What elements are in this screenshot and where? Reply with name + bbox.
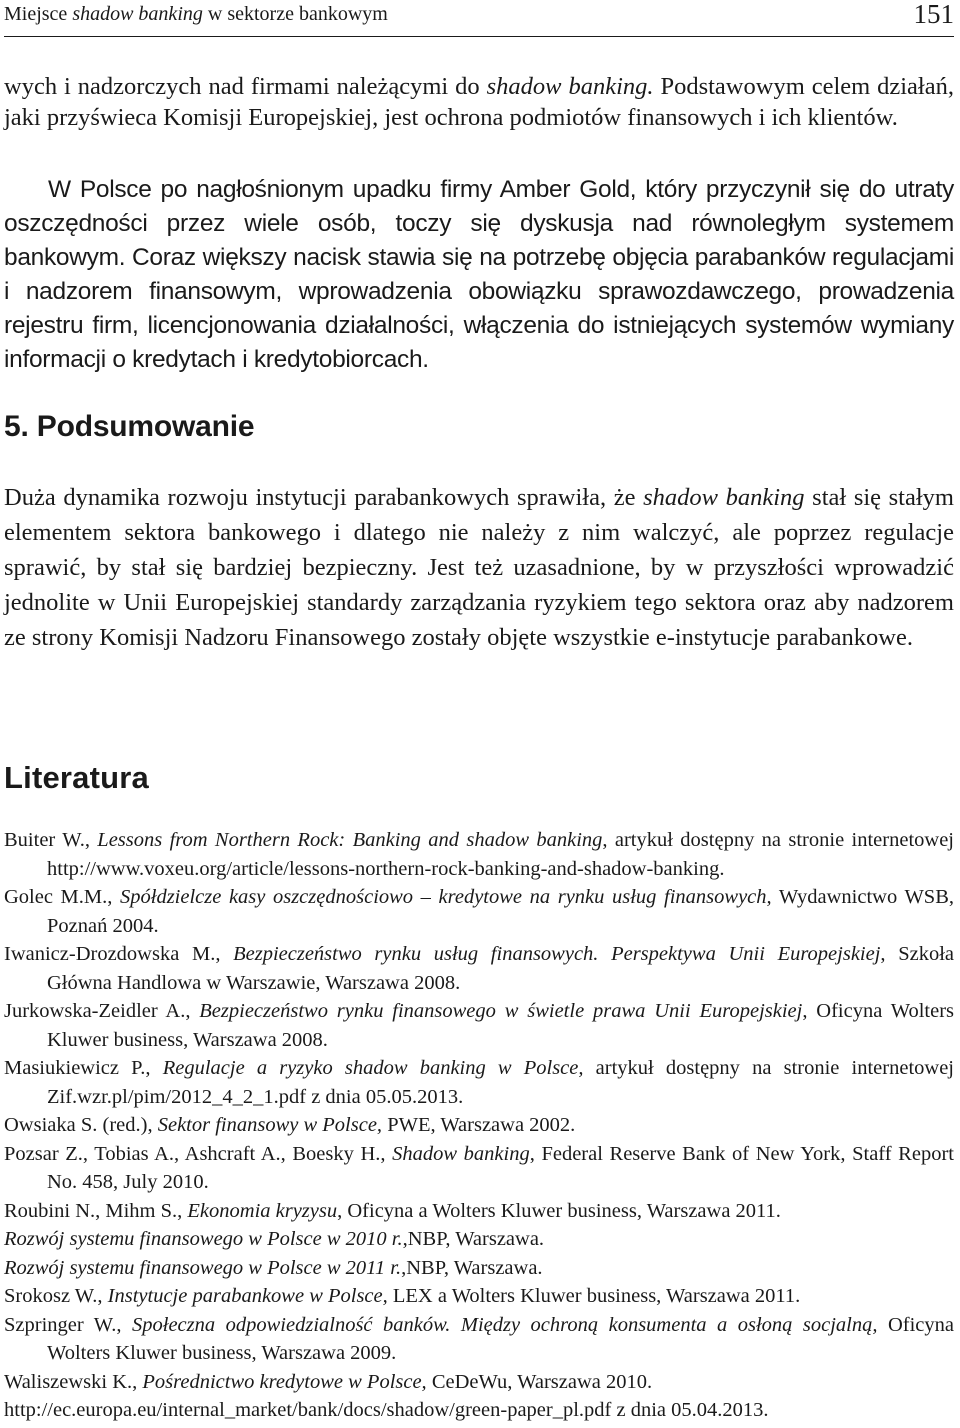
reference-author: Waliszewski K.,: [4, 1370, 143, 1393]
header-rule: [4, 36, 954, 37]
reference-title: Regulacje a ryzyko shadow banking w Polsce,: [162, 1057, 584, 1079]
reference-author: Owsiaka S. (red.),: [4, 1114, 158, 1136]
reference-details: , Oficyna Wolters Kluwer business, Warszawa 2008.: [47, 1000, 955, 1051]
running-title-prefix: Miejsce: [4, 3, 73, 25]
reference-details: , Szkoła Główna Handlowa w Warszawie, Warszawa 2008.: [47, 943, 954, 994]
reference-author: Golec M.M.,: [4, 886, 120, 908]
reference-item: [4, 1054, 954, 1111]
reference-author: Jurkowska-Zeidler A.,: [4, 1000, 200, 1022]
reference-author: Srokosz W.,: [4, 1285, 108, 1307]
reference-author: Pozsar Z., Tobias A., Ashcraft A., Boesky H.,: [4, 1142, 393, 1165]
reference-item: [4, 940, 954, 997]
reference-title: Spółdzielcze kasy oszczędnościowo – kredytowe na rynku usług finansowych,: [120, 886, 772, 908]
reference-title: Shadow banking: [392, 1142, 530, 1165]
reference-item: [4, 1282, 954, 1311]
reference-details: ,NBP, Warszawa.: [402, 1228, 545, 1250]
reference-author: Roubini N., Mihm S.,: [4, 1199, 188, 1222]
reference-list: [4, 826, 954, 1425]
reference-title: Bezpieczeństwo rynku usług finansowych. Perspektywa Unii Europejskiej: [233, 943, 881, 965]
reference-author: http://ec.europa.eu/internal_market/bank/docs/shadow/green-paper_pl.pdf z dnia 05.04.2013.: [4, 1399, 769, 1421]
reference-item: [4, 1225, 954, 1254]
running-title-italic: shadow banking: [72, 3, 203, 25]
paragraph-text: stał się stałym elementem sektora bankowego i dlatego nie należy z nim walczyć, ale poprzez regulacje sprawić, by stał się bardziej bezpieczny. Jest też uzasadnione, by w przyszłości wprowadzić jednolite w Unii Europejskiej standardy zarządzania ryzykiem tego sektora oraz aby nadzorem ze strony Komisji Nadzoru Finansowego zostały objęte wszystkie e-instytucje parabankowe.: [4, 484, 954, 651]
reference-item: [4, 1368, 954, 1397]
reference-details: PWE, Warszawa 2002.: [382, 1114, 576, 1136]
reference-author: Masiukiewicz P.,: [4, 1057, 163, 1079]
reference-item: [4, 1140, 954, 1197]
paragraph-amber-gold: [4, 173, 954, 377]
reference-title: Rozwój systemu finansowego w Polsce w 2010 r.: [4, 1228, 403, 1250]
reference-title: Bezpieczeństwo rynku finansowego w świetle prawa Unii Europejskiej: [199, 1000, 803, 1022]
reference-item: [4, 997, 954, 1054]
paragraph-summary: [4, 480, 954, 655]
reference-author: Buiter W.,: [4, 829, 98, 851]
reference-item: [4, 1396, 954, 1425]
paragraph-text: Podstawowym celem działań, jaki przyświeca Komisji Europejskiej, jest ochrona podmiotów finansowych i ich klientów.: [4, 73, 954, 131]
literature-heading: Literatura: [4, 760, 149, 795]
paragraph-italic: shadow banking.: [486, 73, 654, 100]
reference-item: [4, 883, 954, 940]
reference-item: [4, 826, 954, 883]
paragraph-text: Duża dynamika rozwoju instytucji parabankowych sprawiła, że: [4, 484, 644, 511]
reference-title: Społeczna odpowiedzialność banków. Między ochroną konsumenta a osłoną socjalną,: [132, 1313, 878, 1336]
reference-item: [4, 1197, 954, 1226]
running-title-suffix: w sektorze bankowym: [202, 3, 388, 25]
reference-title: Rozwój systemu finansowego w Polsce w 2011 r.: [4, 1256, 402, 1279]
reference-details: , artykuł dostępny na stronie internetowej http://www.voxeu.org/article/lessons-northern-rock-banking-and-shadow-banking.: [47, 829, 954, 880]
paragraph-text: W Polsce po nagłośnionym upadku firmy Amber Gold, który przyczynił się do utraty oszczędności przez wiele osób, toczy się dyskusja nad równoległym systemem bankowym. Coraz większy nacisk stawia się na potrzebę objęcia parabanków regulacjami i nadzorem finansowym, wprowadzenia obowiązku sprawozdawczego, prowadzenia rejestru firm, licencjonowania działalności, włączenia do istniejących systemów wymiany informacji o kredytach i kredytobiorcach.: [4, 176, 954, 373]
section-heading: 5. Podsumowanie: [4, 410, 255, 443]
reference-title: Sektor finansowy w Polsce,: [157, 1114, 383, 1136]
page-number: 151: [913, 0, 954, 29]
reference-author: Szpringer W.,: [4, 1313, 133, 1336]
reference-details: , Federal Reserve Bank of New York, Staff Report No. 458, July 2010.: [47, 1142, 954, 1193]
reference-details: ,NBP, Warszawa.: [401, 1256, 543, 1279]
reference-title: Pośrednictwo kredytowe w Polsce,: [142, 1370, 427, 1393]
reference-title: Ekonomia kryzysu: [187, 1199, 338, 1222]
running-header: [4, 0, 954, 33]
reference-details: , Oficyna a Wolters Kluwer business, Warszawa 2011.: [337, 1199, 781, 1222]
reference-details: Wydawnictwo WSB, Poznań 2004.: [47, 886, 954, 937]
reference-details: artykuł dostępny na stronie internetowej Zif.wzr.pl/pim/2012_4_2_1.pdf z dnia 05.05.2013.: [47, 1057, 955, 1108]
reference-item: [4, 1254, 954, 1283]
reference-title: Instytucje parabankowe w Polsce,: [107, 1285, 388, 1307]
running-title: [4, 3, 388, 26]
reference-title: Lessons from Northern Rock: Banking and shadow banking: [97, 829, 603, 851]
reference-item: [4, 1311, 954, 1368]
reference-author: Iwanicz-Drozdowska M.,: [4, 943, 234, 965]
paragraph-italic: shadow banking: [643, 484, 805, 511]
paragraph-continuation: [4, 71, 954, 133]
reference-details: CeDeWu, Warszawa 2010.: [426, 1370, 653, 1393]
reference-details: LEX a Wolters Kluwer business, Warszawa 2011.: [387, 1285, 801, 1307]
reference-item: [4, 1111, 954, 1140]
reference-details: Oficyna Wolters Kluwer business, Warszawa 2009.: [47, 1313, 954, 1364]
paragraph-text: wych i nadzorczych nad firmami należącymi do: [4, 73, 487, 100]
